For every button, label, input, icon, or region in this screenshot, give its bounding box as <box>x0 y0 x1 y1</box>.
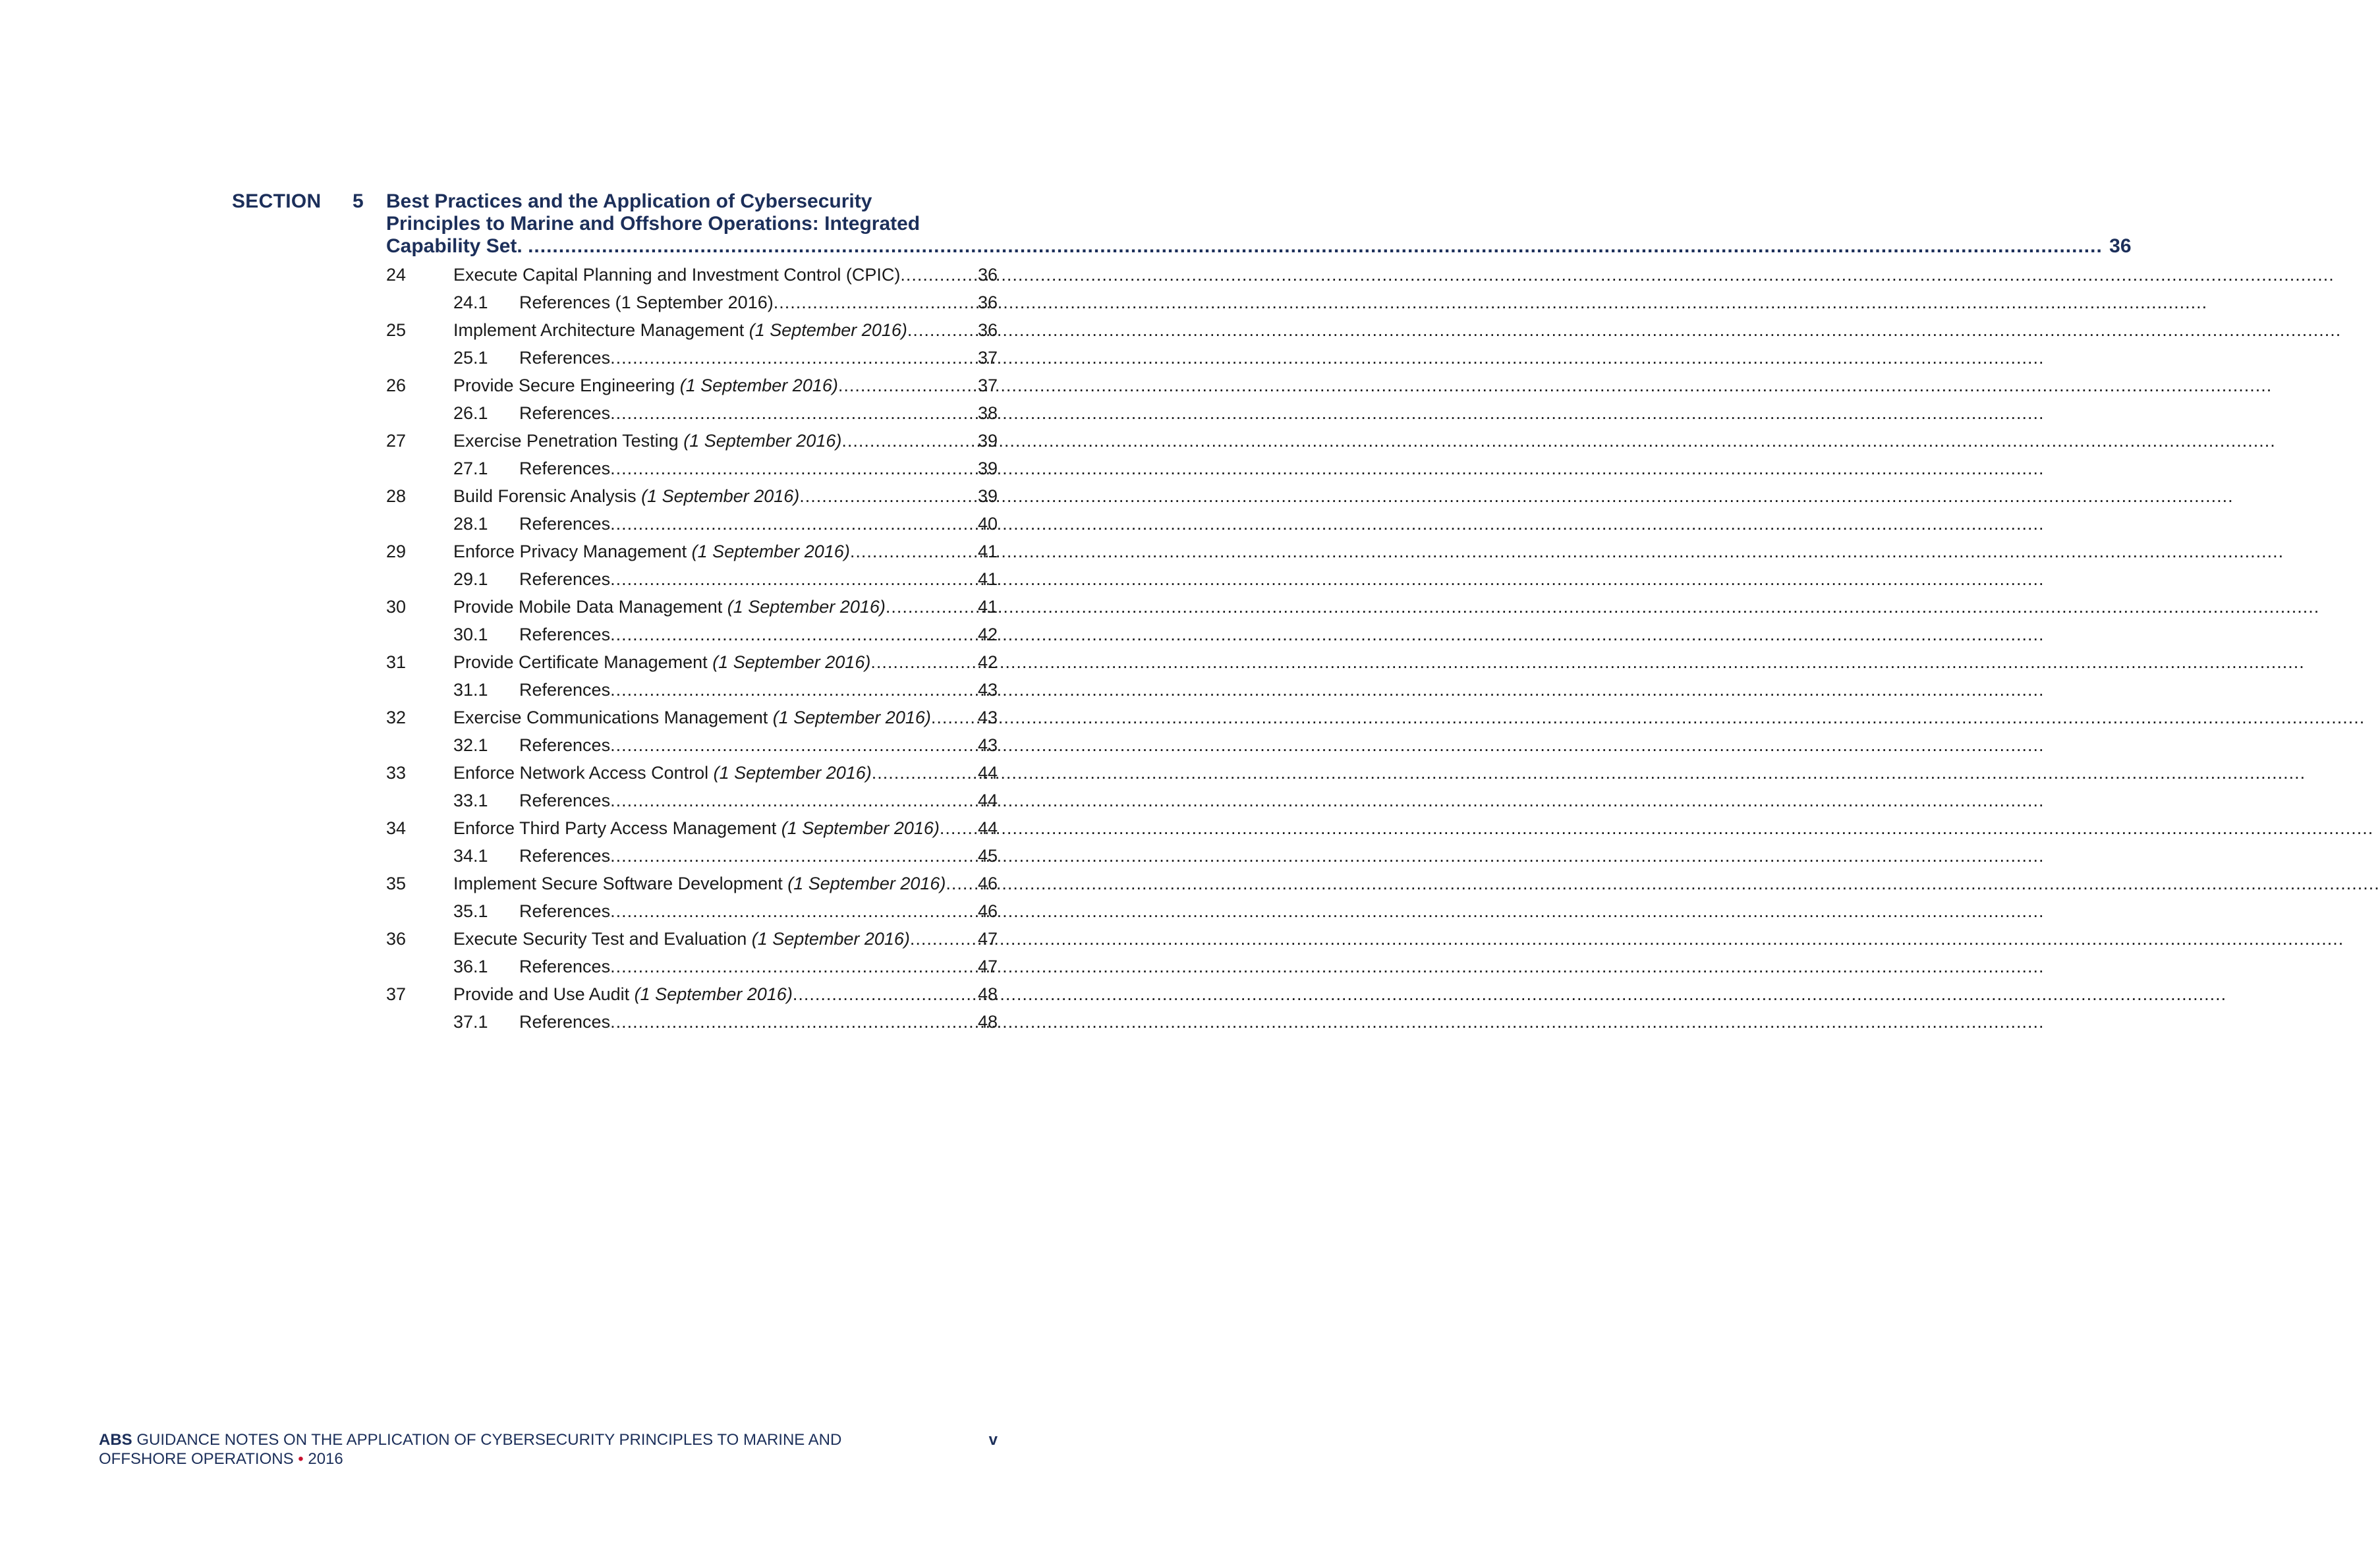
toc-entry-date: (1 September 2016) <box>713 763 872 783</box>
toc-entry-body <box>453 261 998 289</box>
toc-entry-body <box>453 925 998 953</box>
toc-entry-number: 37 <box>386 984 407 1004</box>
toc-entry-date: (1 September 2016) <box>749 320 907 340</box>
toc-entry-title-wrap <box>453 870 946 897</box>
toc-entry-title-wrap <box>519 731 610 759</box>
toc-entry-body <box>519 676 998 704</box>
toc-entry-page: 47 <box>977 957 998 976</box>
toc-entry-body <box>519 842 998 870</box>
dot-leader <box>610 565 977 593</box>
toc-entry-title: Provide and Use Audit <box>453 984 635 1004</box>
dot-leader <box>610 787 977 814</box>
toc-entry-page: 41 <box>977 597 998 617</box>
toc-entry-date: (1 September 2016) <box>641 486 800 506</box>
toc-entry-title-wrap <box>453 427 841 455</box>
dot-leader <box>610 455 977 482</box>
toc-entry[interactable] <box>386 538 998 565</box>
toc-subentry[interactable] <box>386 842 998 870</box>
toc-entry-body <box>519 1008 998 1036</box>
toc-entry-body <box>519 289 998 316</box>
toc-entry-number: 29 <box>386 542 407 561</box>
toc-entry-body <box>519 344 998 372</box>
toc-entry-title: Provide Certificate Management <box>453 652 713 672</box>
toc-entry-page: 46 <box>977 901 998 921</box>
table-of-contents <box>386 261 998 1036</box>
dot-leader <box>931 704 977 731</box>
toc-entry-title-wrap <box>453 759 872 787</box>
toc-entry[interactable] <box>386 482 998 510</box>
toc-entry-title-wrap <box>453 704 931 731</box>
toc-entry-date: (1 September 2016) <box>683 431 842 451</box>
toc-entry[interactable] <box>386 261 998 289</box>
toc-entry-number: 29.1 <box>453 569 488 589</box>
toc-entry-body <box>453 372 998 399</box>
toc-subentry[interactable] <box>386 621 998 648</box>
dot-leader <box>850 538 977 565</box>
section-page-number: 36 <box>2109 235 2132 257</box>
toc-entry[interactable] <box>386 925 998 953</box>
section-title-line-1: Best Practices and the Application of Cybersecurity <box>386 190 872 212</box>
toc-entry-number: 35 <box>386 874 407 893</box>
dot-leader <box>610 897 977 925</box>
toc-entry-number: 33.1 <box>453 791 488 810</box>
dot-leader <box>528 235 2103 257</box>
toc-entry-page: 41 <box>977 569 998 589</box>
toc-entry-title-wrap <box>519 1008 610 1036</box>
toc-entry-page: 40 <box>977 514 998 534</box>
toc-entry-title-wrap <box>453 261 900 289</box>
toc-entry-title-wrap <box>519 455 610 482</box>
toc-entry-number: 31 <box>386 652 407 672</box>
toc-entry-number: 30.1 <box>453 625 488 644</box>
toc-entry[interactable] <box>386 759 998 787</box>
toc-entry-title: References <box>519 459 611 478</box>
toc-entry-number: 36 <box>386 929 407 949</box>
toc-entry-body <box>453 427 998 455</box>
toc-entry-title: References (1 September 2016) <box>519 293 774 312</box>
toc-entry-body <box>519 455 998 482</box>
toc-entry-date: (1 September 2016) <box>634 984 793 1004</box>
toc-entry-page: 48 <box>977 1012 998 1032</box>
dot-leader <box>838 372 977 399</box>
dot-leader <box>946 870 977 897</box>
toc-entry-title: References <box>519 403 611 423</box>
dot-leader <box>793 980 977 1008</box>
page-footer <box>99 1430 998 1469</box>
toc-entry-title: References <box>519 791 611 810</box>
toc-entry-title: Execute Capital Planning and Investment Control (CPIC) <box>453 265 901 285</box>
toc-subentry[interactable] <box>386 289 998 316</box>
section-title-line-3-text: Capability Set. <box>386 235 523 257</box>
toc-entry-date: (1 September 2016) <box>712 652 871 672</box>
dot-leader <box>610 510 977 538</box>
dot-leader <box>910 925 977 953</box>
dot-leader <box>872 759 977 787</box>
toc-entry-title: References <box>519 846 611 866</box>
toc-entry-body <box>519 953 998 980</box>
toc-subentry[interactable] <box>386 897 998 925</box>
toc-entry-title: Exercise Penetration Testing <box>453 431 684 451</box>
toc-entry-page: 45 <box>977 846 998 866</box>
footer-bullet: • <box>293 1450 308 1468</box>
toc-entry-body <box>453 316 998 344</box>
toc-entry-title-wrap <box>453 316 907 344</box>
toc-entry-title-wrap <box>519 289 774 316</box>
toc-entry-title-wrap <box>519 510 610 538</box>
toc-entry-body <box>519 897 998 925</box>
toc-entry-number: 28 <box>386 486 407 506</box>
toc-entry-title-wrap <box>453 980 793 1008</box>
toc-subentry[interactable] <box>386 676 998 704</box>
dot-leader <box>610 1008 977 1036</box>
toc-entry-date: (1 September 2016) <box>727 597 886 617</box>
toc-entry-title-wrap <box>519 787 610 814</box>
toc-entry-title: References <box>519 680 611 700</box>
toc-entry-date: (1 September 2016) <box>781 818 940 838</box>
toc-entry[interactable] <box>386 648 998 676</box>
toc-subentry[interactable] <box>386 455 998 482</box>
toc-entry[interactable] <box>386 316 998 344</box>
toc-entry-page: 39 <box>977 459 998 478</box>
toc-entry-page: 38 <box>977 403 998 423</box>
toc-entry[interactable] <box>386 980 998 1008</box>
toc-entry-number: 25.1 <box>453 348 488 368</box>
toc-entry-body <box>519 399 998 427</box>
toc-entry-title: Enforce Network Access Control <box>453 763 714 783</box>
dot-leader <box>610 676 977 704</box>
toc-entry-body <box>519 565 998 593</box>
footer-text <box>99 1430 916 1469</box>
toc-entry-body <box>519 731 998 759</box>
toc-entry-date: (1 September 2016) <box>772 708 931 727</box>
toc-entry-title: Provide Mobile Data Management <box>453 597 727 617</box>
footer-brand: ABS <box>99 1431 132 1449</box>
toc-entry-page: 47 <box>977 929 998 949</box>
toc-entry-body <box>453 538 998 565</box>
dot-leader <box>610 344 977 372</box>
toc-entry-page: 46 <box>977 874 998 893</box>
footer-title-line-1: GUIDANCE NOTES ON THE APPLICATION OF CYBERSECURITY PRINCIPLES TO MARINE AND <box>132 1431 842 1449</box>
toc-entry-page: 43 <box>977 708 998 727</box>
toc-entry-number: 32 <box>386 708 407 727</box>
toc-entry-page: 36 <box>977 265 998 285</box>
toc-subentry[interactable] <box>386 510 998 538</box>
toc-entry-title: Implement Secure Software Development <box>453 874 788 893</box>
section-title-line-3 <box>386 235 2132 258</box>
dot-leader <box>900 261 977 289</box>
section-label: SECTION <box>232 190 322 212</box>
section-number: 5 <box>353 190 364 212</box>
toc-entry-title: References <box>519 957 611 976</box>
toc-entry-number: 26 <box>386 376 407 395</box>
toc-entry-title-wrap <box>519 565 610 593</box>
footer-year: 2016 <box>308 1450 343 1468</box>
toc-entry-page: 48 <box>977 984 998 1004</box>
toc-entry-number: 35.1 <box>453 901 488 921</box>
toc-entry-title-wrap <box>519 344 610 372</box>
toc-subentry[interactable] <box>386 399 998 427</box>
dot-leader <box>610 842 977 870</box>
toc-entry[interactable] <box>386 870 998 897</box>
toc-entry-number: 34.1 <box>453 846 488 866</box>
toc-entry-title-wrap <box>453 538 850 565</box>
toc-entry-title-wrap <box>519 676 610 704</box>
toc-entry-page: 42 <box>977 652 998 672</box>
toc-entry-title: References <box>519 625 611 644</box>
toc-entry-number: 24 <box>386 265 407 285</box>
toc-entry-title: Implement Architecture Management <box>453 320 749 340</box>
toc-entry-number: 25 <box>386 320 407 340</box>
toc-entry-body <box>453 759 998 787</box>
dot-leader <box>774 289 977 316</box>
toc-entry-body <box>453 870 998 897</box>
toc-entry-body <box>519 787 998 814</box>
toc-entry-number: 26.1 <box>453 403 488 423</box>
toc-entry-title: References <box>519 514 611 534</box>
toc-entry-title: References <box>519 348 611 368</box>
dot-leader <box>799 482 977 510</box>
toc-entry-page: 36 <box>977 320 998 340</box>
toc-entry-number: 31.1 <box>453 680 488 700</box>
toc-entry-page: 37 <box>977 376 998 395</box>
dot-leader <box>907 316 977 344</box>
footer-page-number: v <box>988 1431 998 1449</box>
toc-entry-number: 33 <box>386 763 407 783</box>
toc-entry-date: (1 September 2016) <box>787 874 946 893</box>
toc-entry-page: 42 <box>977 625 998 644</box>
toc-subentry[interactable] <box>386 1008 998 1036</box>
toc-entry-page: 43 <box>977 735 998 755</box>
toc-entry-body <box>453 704 998 731</box>
toc-entry-number: 37.1 <box>453 1012 488 1032</box>
toc-entry-page: 41 <box>977 542 998 561</box>
section-title[interactable] <box>386 190 2132 258</box>
toc-entry-title: References <box>519 901 611 921</box>
toc-entry-date: (1 September 2016) <box>679 376 838 395</box>
toc-entry-title-wrap <box>453 372 838 399</box>
toc-subentry[interactable] <box>386 787 998 814</box>
dot-leader <box>870 648 977 676</box>
dot-leader <box>940 814 977 842</box>
toc-entry-body <box>519 510 998 538</box>
dot-leader <box>841 427 977 455</box>
toc-subentry[interactable] <box>386 344 998 372</box>
toc-entry-title: Build Forensic Analysis <box>453 486 642 506</box>
toc-entry-title-wrap <box>519 842 610 870</box>
toc-entry-title-wrap <box>453 925 910 953</box>
toc-entry-page: 39 <box>977 486 998 506</box>
toc-entry-title-wrap <box>453 482 799 510</box>
toc-subentry[interactable] <box>386 731 998 759</box>
toc-entry-page: 39 <box>977 431 998 451</box>
toc-entry-title: Enforce Third Party Access Management <box>453 818 781 838</box>
toc-entry[interactable] <box>386 593 998 621</box>
toc-entry-title-wrap <box>453 648 870 676</box>
toc-entry-title-wrap <box>519 399 610 427</box>
toc-entry-number: 36.1 <box>453 957 488 976</box>
dot-leader <box>886 593 977 621</box>
toc-entry-body <box>453 482 998 510</box>
toc-entry-body <box>519 621 998 648</box>
toc-entry-title: Execute Security Test and Evaluation <box>453 929 752 949</box>
toc-entry-title-wrap <box>519 897 610 925</box>
toc-entry-body <box>453 980 998 1008</box>
toc-entry[interactable] <box>386 704 998 731</box>
toc-entry[interactable] <box>386 372 998 399</box>
toc-entry-title-wrap <box>519 953 610 980</box>
toc-entry-page: 37 <box>977 348 998 368</box>
dot-leader <box>610 731 977 759</box>
toc-entry-page: 43 <box>977 680 998 700</box>
toc-entry-date: (1 September 2016) <box>751 929 910 949</box>
toc-entry-number: 32.1 <box>453 735 488 755</box>
toc-entry-body <box>453 593 998 621</box>
toc-entry-title: References <box>519 735 611 755</box>
toc-entry[interactable] <box>386 427 998 455</box>
footer-title-line-2: OFFSHORE OPERATIONS <box>99 1450 294 1468</box>
dot-leader <box>610 399 977 427</box>
toc-entry-number: 24.1 <box>453 293 488 312</box>
toc-entry-page: 44 <box>977 791 998 810</box>
toc-entry-title: References <box>519 569 611 589</box>
dot-leader <box>610 953 977 980</box>
toc-entry-title-wrap <box>519 621 610 648</box>
toc-entry-body <box>453 814 998 842</box>
toc-entry-body <box>453 648 998 676</box>
toc-subentry[interactable] <box>386 565 998 593</box>
toc-entry-page: 44 <box>977 818 998 838</box>
toc-entry-number: 27 <box>386 431 407 451</box>
toc-entry-title: References <box>519 1012 611 1032</box>
toc-entry-date: (1 September 2016) <box>691 542 850 561</box>
toc-entry-title: Provide Secure Engineering <box>453 376 680 395</box>
toc-entry-title: Enforce Privacy Management <box>453 542 692 561</box>
toc-entry-number: 34 <box>386 818 407 838</box>
toc-entry-number: 30 <box>386 597 407 617</box>
toc-subentry[interactable] <box>386 953 998 980</box>
toc-entry-title: Exercise Communications Management <box>453 708 773 727</box>
dot-leader <box>610 621 977 648</box>
section-title-line-2: Principles to Marine and Offshore Operations: Integrated <box>386 213 921 235</box>
toc-entry[interactable] <box>386 814 998 842</box>
toc-entry-title-wrap <box>453 593 886 621</box>
toc-entry-number: 27.1 <box>453 459 488 478</box>
toc-entry-page: 36 <box>977 293 998 312</box>
toc-entry-number: 28.1 <box>453 514 488 534</box>
toc-entry-title-wrap <box>453 814 940 842</box>
toc-entry-page: 44 <box>977 763 998 783</box>
